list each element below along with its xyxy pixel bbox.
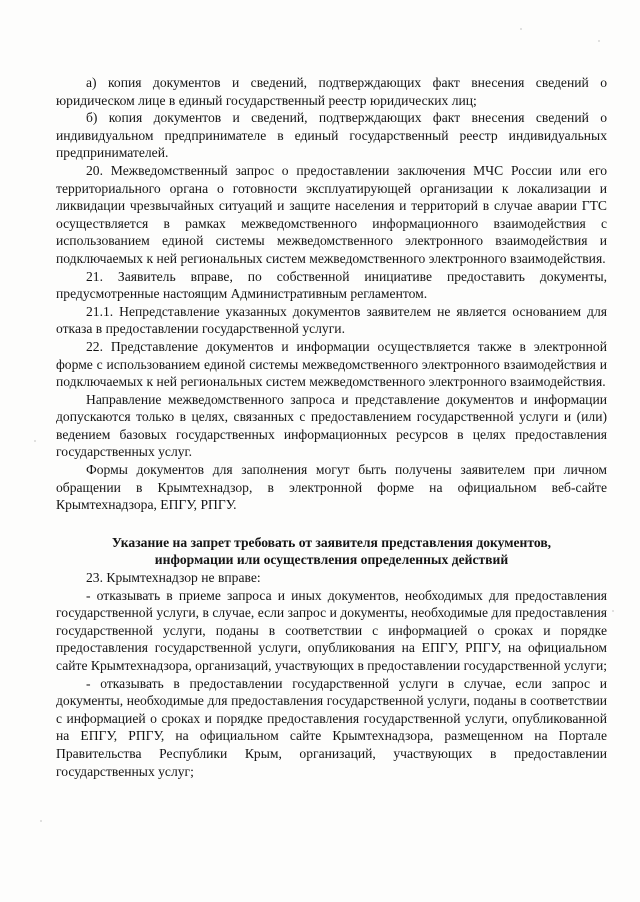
paragraph-23-item-2: - отказывать в предоставлении государственной услуги в случае, если запрос и документы, необходимые для предоставления государственной услуги, поданы в соответствии с информацией о сроках и порядке предоставления государственной услуги, опубликованной на ЕПГУ, РПГУ, на официальном сайте Крымтехнадзора, размещенном на Портале Правительства Республики Крым, организаций, участвующих в предоставлении государственных услуг; xyxy=(56,675,607,779)
paragraph-forms: Формы документов для заполнения могут быть получены заявителем при личном обращении в Крымтехнадзор, в электронной форме на официальном веб-сайте Крымтехнадзора, ЕПГУ, РПГУ. xyxy=(56,462,607,513)
section-heading-line-2: информации или осуществления определенных действий xyxy=(154,552,509,568)
scan-speck xyxy=(34,440,36,442)
paragraph-22: 22. Представление документов и информации осуществляется также в электронной форме с использованием единой системы межведомственного электронного взаимодействия и подключаемых к ней региональных систем межведомственного электронного взаимодействия. xyxy=(56,338,607,390)
scan-speck xyxy=(598,40,600,42)
paragraph-interagency-request: Направление межведомственного запроса и представление документов и информации допускаются только в целях, связанных с предоставлением государственной услуги и (или) ведением базовых государственных информационных ресурсов в целях предоставления государственных услуг. xyxy=(56,391,607,460)
section-heading-line-1: Указание на запрет требовать от заявителя представления документов, xyxy=(111,534,552,550)
scan-speck xyxy=(612,610,614,612)
paragraph-21-1: 21.1. Непредставление указанных документов заявителем не является основанием для отказа в предоставлении государственной услуги. xyxy=(56,303,607,337)
paragraph-23-item-1: - отказывать в приеме запроса и иных документов, необходимых для предоставления государственной услуги, в случае, если запрос и документы, необходимые для предоставления государственной услуги, поданы в соответствии с информацией о сроках и порядке предоставления государственной услуги, опубликования на ЕПГУ, РПГУ, на официальном сайте Крымтехнадзора, организаций, участвующих в предоставлении государственной услуги; xyxy=(56,587,608,673)
scan-speck xyxy=(520,28,522,30)
paragraph-b: б) копия документов и сведений, подтверждающих факт внесения сведений о индивидуальном предпринимателе в единый государственный реестр индивидуальных предпринимателей. xyxy=(56,110,607,161)
section-heading xyxy=(56,534,607,569)
scan-speck xyxy=(40,820,42,822)
paragraph-a: а) копия документов и сведений, подтверждающих факт внесения сведений о юридическом лице в единый государственный реестр юридических лиц; xyxy=(56,75,607,108)
paragraph-21: 21. Заявитель вправе, по собственной инициативе предоставить документы, предусмотренные настоящим Административным регламентом. xyxy=(56,268,607,302)
paragraph-23: 23. Крымтехнадзор не вправе: xyxy=(86,570,261,586)
document-body xyxy=(56,74,607,780)
paragraph-20: 20. Межведомственный запрос о предоставлении заключения МЧС России или его территориального органа о готовности эксплуатирующей организации к локализации и ликвидации чрезвычайных ситуаций и защите населения и территорий в случае аварии ГТС осуществляется в рамках межведомственного информационного взаимодействия с использованием единой системы межведомственного электронного взаимодействия и подключаемых к ней региональных систем межведомственного электронного взаимодействия. xyxy=(56,162,607,266)
